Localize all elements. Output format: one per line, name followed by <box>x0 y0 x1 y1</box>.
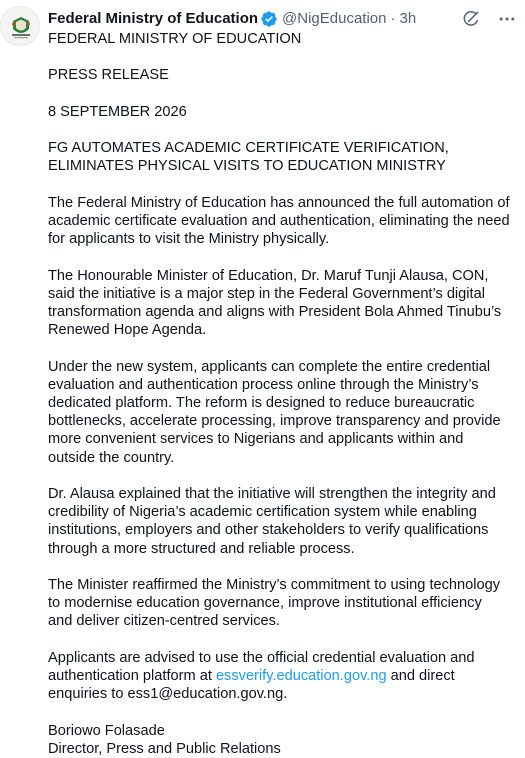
signoff-name: Boriowo Folasade <box>48 722 165 739</box>
author-handle[interactable]: @NigEducation <box>282 10 387 27</box>
paragraph-2: The Honourable Minister of Education, Dr. Maruf Tunji Alausa, CON, said the initiative is a major step in the Federal Government’s digital transformation agenda and aligns with President Bola Ahmed Tinubu’s Renewed Hope Agenda. <box>48 267 502 339</box>
avatar[interactable] <box>0 6 40 46</box>
verified-badge-icon <box>260 10 278 28</box>
paragraph-6-text-a: Applicants are advised to use the official credential evaluation and authentication platform at <box>48 649 475 684</box>
date-line: 8 SEPTEMBER 2026 <box>48 103 187 120</box>
platform-link[interactable]: essverify.education.gov.ng <box>215 667 387 684</box>
paragraph-3: Under the new system, applicants can complete the entire credential evaluation and authentication process online through the Ministry’s dedicated platform. The reform is designed to reduce bureaucratic bottlenecks, accelerate processing, improve transparency and provide more convenient services to Nigerians and applicants within and outside the country. <box>48 358 501 466</box>
tweet-text <box>48 30 510 758</box>
signoff-title: Director, Press and Public Relations <box>48 740 281 757</box>
paragraph-6-text-b: and direct enquiries to ess1@education.gov.ng. <box>48 667 455 703</box>
grok-icon[interactable] <box>461 9 481 29</box>
paragraph-5: The Minister reaffirmed the Ministry’s commitment to using technology to modernise education governance, improve institutional efficiency and deliver citizen-centred services. <box>48 576 501 630</box>
tweet-actions <box>461 8 517 30</box>
paragraph-4: Dr. Alausa explained that the initiative will strengthen the integrity and credibility of Nigeria’s academic certification system while enabling institutions, employers and other stakeholders to verify qualifications through a more structured and reliable process. <box>48 485 496 557</box>
ministry-seal-icon <box>1 7 40 46</box>
more-horizontal-icon[interactable] <box>497 9 517 29</box>
org-line: FEDERAL MINISTRY OF EDUCATION <box>48 31 302 47</box>
tweet-header <box>48 8 416 30</box>
separator-dot: · <box>390 10 396 27</box>
press-release-line: PRESS RELEASE <box>48 67 169 84</box>
post-time[interactable]: 3h <box>399 10 417 27</box>
paragraph-1: The Federal Ministry of Education has announced the full automation of academic certificate evaluation and authentication, eliminating the need for applicants to visit the Ministry physically. <box>48 194 510 248</box>
author-name[interactable]: Federal Ministry of Education <box>48 10 259 27</box>
paragraph-6 <box>48 649 510 704</box>
headline: FG AUTOMATES ACADEMIC CERTIFICATE VERIFICATION, ELIMINATES PHYSICAL VISITS TO EDUCATION MINISTRY <box>48 140 449 175</box>
